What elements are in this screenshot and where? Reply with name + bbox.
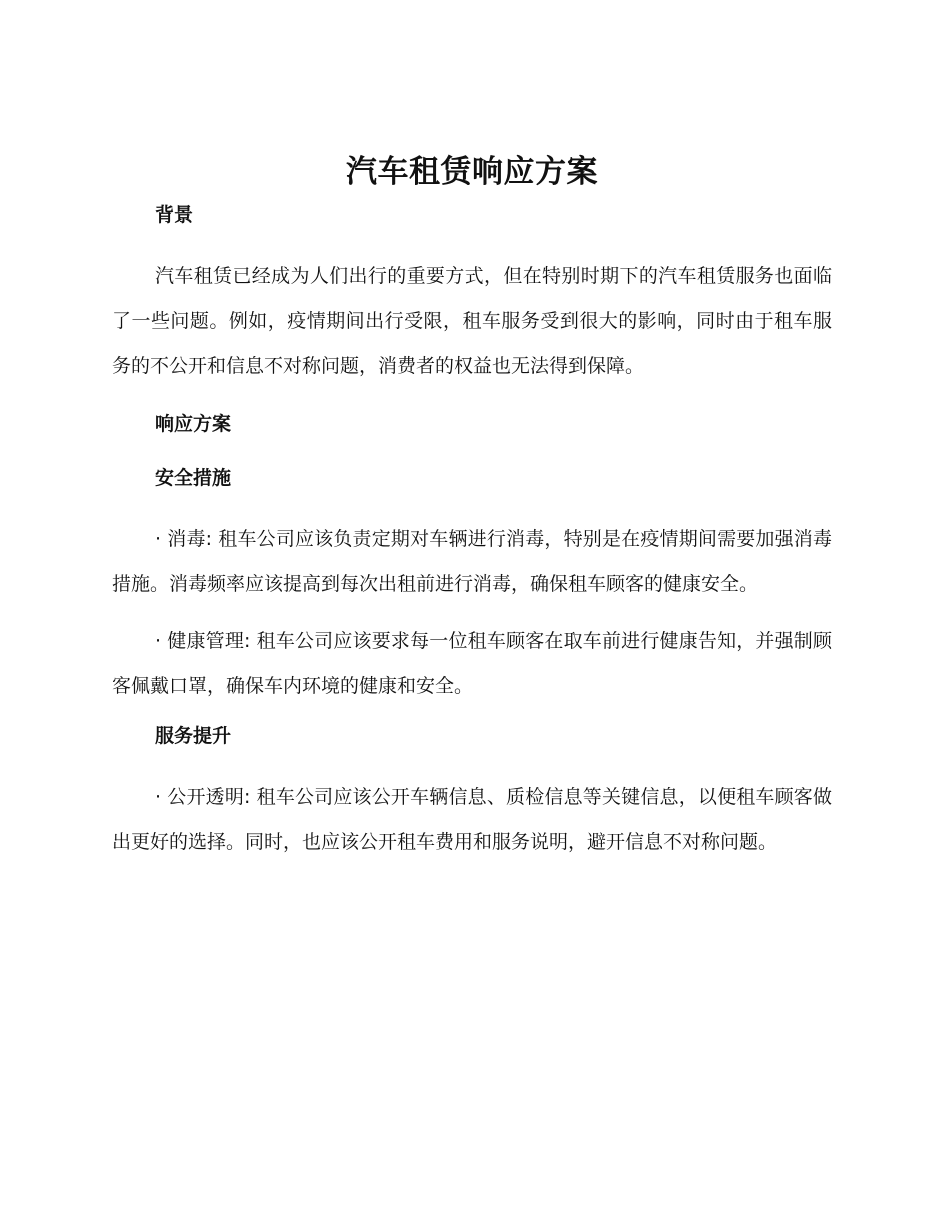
- heading-response-plan: 响应方案: [155, 413, 232, 435]
- document-title: 汽车租赁响应方案: [346, 154, 598, 190]
- paragraph-transparency: · 公开透明: 租车公司应该公开车辆信息、质检信息等关键信息，以便租车顾客做出更好的选择。同时，也应该公开租车费用和服务说明，避开信息不对称问题。: [112, 786, 832, 853]
- heading-service-improvement: 服务提升: [155, 725, 232, 747]
- heading-safety-measures: 安全措施: [155, 467, 232, 489]
- paragraph-disinfection: · 消毒: 租车公司应该负责定期对车辆进行消毒，特别是在疫情期间需要加强消毒措施。消毒频率应该提高到每次出租前进行消毒，确保租车顾客的健康安全。: [112, 528, 832, 595]
- document-page: [112, 150, 832, 877]
- paragraph-health-management: · 健康管理: 租车公司应该要求每一位租车顾客在取车前进行健康告知，并强制顾客佩戴口罩，确保车内环境的健康和安全。: [112, 630, 832, 697]
- heading-background: 背景: [155, 204, 194, 226]
- paragraph-background: 汽车租赁已经成为人们出行的重要方式，但在特别时期下的汽车租赁服务也面临了一些问题。例如，疫情期间出行受限，租车服务受到很大的影响，同时由于租车服务的不公开和信息不对称问题，消费者的权益也无法得到保障。: [112, 265, 832, 377]
